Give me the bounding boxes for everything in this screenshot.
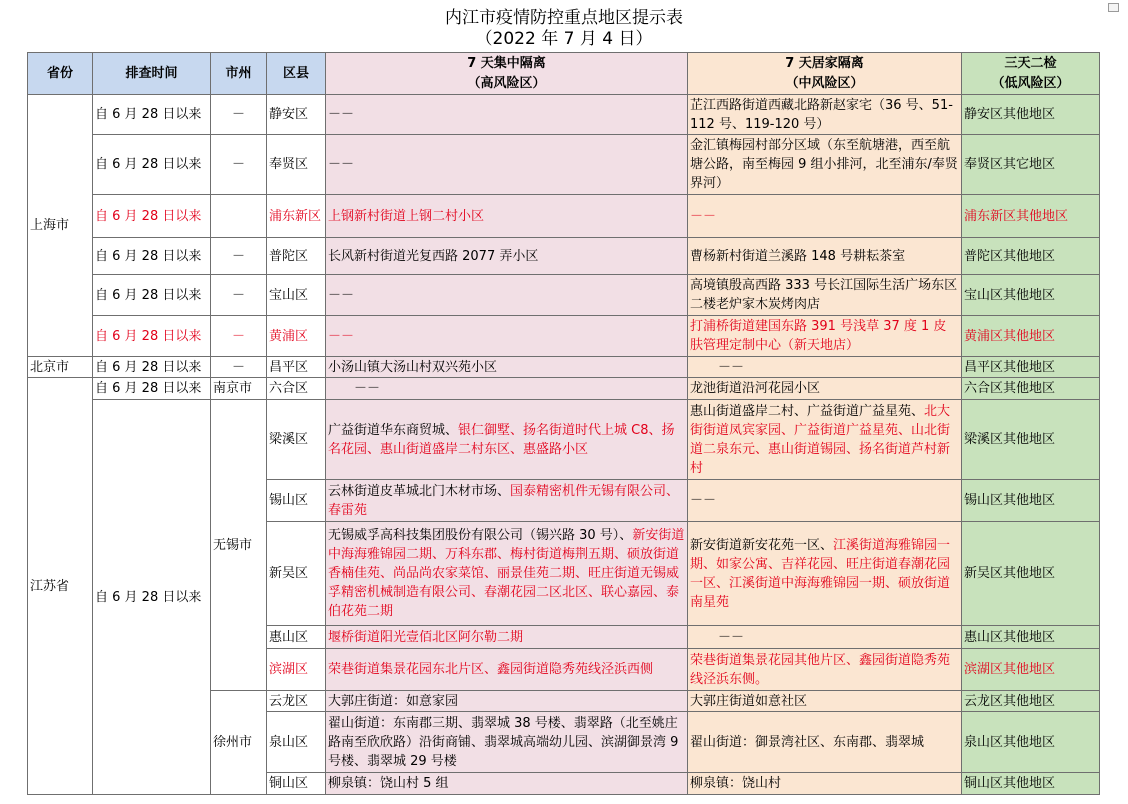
low-risk-cell: 六合区其他地区: [962, 378, 1100, 400]
high-risk-cell: [326, 400, 688, 480]
mid-risk-cell: 高境镇殷高西路 333 号长江国际生活广场东区二楼老炉家木炭烤肉店: [688, 275, 962, 316]
mid-risk-cell: －－: [688, 357, 962, 378]
high-risk-cell: 柳泉镇：饶山村 5 组: [326, 773, 688, 795]
city-cell: －: [211, 238, 267, 275]
low-risk-cell: 静安区其他地区: [962, 95, 1100, 135]
mid-risk-cell: [688, 522, 962, 626]
mid-risk-cell: －－: [688, 626, 962, 649]
time-cell: 自 6 月 28 日以来: [93, 95, 211, 135]
province-cell: 上海市: [28, 95, 93, 357]
low-risk-cell: 昌平区其他地区: [962, 357, 1100, 378]
mid-risk-cell: －－: [688, 195, 962, 238]
header-mid-risk-l1: 7 天居家隔离: [785, 55, 864, 71]
mid-risk-cell: 曹杨新村街道兰溪路 148 号耕耘茶室: [688, 238, 962, 275]
time-cell: 自 6 月 28 日以来: [93, 378, 211, 400]
table-row: [28, 95, 1100, 135]
window-corner-icon: [1108, 3, 1119, 12]
high-risk-text-highlight: 国泰精密机件无锡有限公司、春雷苑: [328, 483, 680, 518]
high-risk-text: 无锡威孚高科技集团股份有限公司（锡兴路 30 号）、: [328, 528, 633, 543]
risk-area-table: [27, 52, 1100, 795]
table-row: [28, 316, 1100, 357]
district-cell: 六合区: [267, 378, 326, 400]
mid-risk-cell: 大郭庄街道如意社区: [688, 691, 962, 712]
title-date: （2022 年 7 月 4 日）: [475, 29, 653, 49]
time-cell: 自 6 月 28 日以来: [93, 195, 211, 238]
city-cell: －: [211, 95, 267, 135]
table-row: [28, 400, 1100, 480]
mid-risk-text-highlight: 江溪街道海雅锦园一期、如家公寓、吉祥花园、旺庄街道春潮花园一区、江溪街道中海海雅锦园一期、硕放街道南星苑: [690, 537, 951, 610]
low-risk-cell: 普陀区其他地区: [962, 238, 1100, 275]
time-cell: 自 6 月 28 日以来: [93, 357, 211, 378]
header-high-risk-l1: 7 天集中隔离: [467, 55, 546, 71]
header-low-risk-l2: （低风险区）: [991, 75, 1070, 91]
mid-risk-text-highlight: 北大街街道凤宾家园、广益街道广益星苑、山北街道二泉东元、惠山街道锡园、扬名街道芦村新村: [690, 403, 951, 476]
table-row: [28, 357, 1100, 378]
low-risk-cell: 滨湖区其他地区: [962, 649, 1100, 691]
mid-risk-cell: 芷江西路街道西藏北路新赵家宅（36 号、51-112 号、119-120 号）: [688, 95, 962, 135]
district-cell: 新吴区: [267, 522, 326, 626]
time-cell: 自 6 月 28 日以来: [93, 238, 211, 275]
high-risk-cell: －－: [326, 378, 688, 400]
low-risk-cell: 泉山区其他地区: [962, 712, 1100, 773]
district-cell: 惠山区: [267, 626, 326, 649]
city-cell: －: [211, 275, 267, 316]
mid-risk-cell: 荣巷街道集景花园其他片区、鑫园街道隐秀苑线泾浜东侧。: [688, 649, 962, 691]
city-cell: －: [211, 357, 267, 378]
high-risk-text-highlight: 新安街道中海海雅锦园二期、万科东郡、梅村街道梅荆五期、硕放街道香楠佳苑、尚品尚农家菜馆、丽景佳苑二期、旺庄街道无锡威孚精密机械制造有限公司、春潮花园二区北区、联心嘉园、泰伯花苑二期: [328, 528, 685, 619]
mid-risk-text: 惠山街道盛岸二村、广益街道广益星苑、: [690, 403, 925, 419]
time-cell: 自 6 月 28 日以来: [93, 400, 211, 795]
header-city: 市州: [211, 53, 267, 95]
city-cell: 无锡市: [211, 400, 267, 691]
high-risk-text: 广益街道华东商贸城、: [328, 422, 459, 438]
high-risk-cell: －－: [326, 316, 688, 357]
low-risk-cell: 锡山区其他地区: [962, 480, 1100, 522]
table-row: [28, 195, 1100, 238]
high-risk-cell: －－: [326, 275, 688, 316]
mid-risk-cell: －－: [688, 480, 962, 522]
header-low-risk: [962, 53, 1100, 95]
mid-risk-cell: 打浦桥街道建国东路 391 号浅草 37 度 1 皮肤管理定制中心（新天地店）: [688, 316, 962, 357]
high-risk-cell: 荣巷街道集景花园东北片区、鑫园街道隐秀苑线泾浜西侧: [326, 649, 688, 691]
low-risk-cell: 铜山区其他地区: [962, 773, 1100, 795]
city-cell: 徐州市: [211, 691, 267, 795]
high-risk-cell: 长风新村街道光复西路 2077 弄小区: [326, 238, 688, 275]
header-high-risk: [326, 53, 688, 95]
high-risk-text-highlight: 银仁御墅、扬名街道时代上城 C8、扬名花园、惠山街道盛岸二村东区、惠盛路小区: [328, 422, 675, 457]
low-risk-cell: 黄浦区其他地区: [962, 316, 1100, 357]
high-risk-cell: [326, 522, 688, 626]
district-cell: 浦东新区: [267, 195, 326, 238]
mid-risk-text: 新安街道新安花苑一区、: [690, 537, 834, 553]
time-cell: 自 6 月 28 日以来: [93, 275, 211, 316]
mid-risk-cell: 翟山街道：御景湾社区、东南郡、翡翠城: [688, 712, 962, 773]
header-mid-risk: [688, 53, 962, 95]
table-row: [28, 135, 1100, 195]
table-row: [28, 238, 1100, 275]
district-cell: 梁溪区: [267, 400, 326, 480]
header-district: 区县: [267, 53, 326, 95]
time-cell: 自 6 月 28 日以来: [93, 135, 211, 195]
high-risk-cell: 堰桥街道阳光壹佰北区阿尔勒二期: [326, 626, 688, 649]
province-cell: 江苏省: [28, 378, 93, 795]
district-cell: 锡山区: [267, 480, 326, 522]
table-row: [28, 275, 1100, 316]
header-mid-risk-l2: （中风险区）: [785, 75, 864, 91]
header-high-risk-l2: （高风险区）: [467, 75, 546, 91]
city-cell: 南京市: [211, 378, 267, 400]
low-risk-cell: 浦东新区其他地区: [962, 195, 1100, 238]
district-cell: 宝山区: [267, 275, 326, 316]
district-cell: 滨湖区: [267, 649, 326, 691]
header-time: 排查时间: [93, 53, 211, 95]
mid-risk-cell: [688, 400, 962, 480]
table-row: [28, 378, 1100, 400]
header-low-risk-l1: 三天二检: [1004, 55, 1057, 71]
district-cell: 奉贤区: [267, 135, 326, 195]
high-risk-cell: 上钢新村街道上钢二村小区: [326, 195, 688, 238]
high-risk-cell: 小汤山镇大汤山村双兴苑小区: [326, 357, 688, 378]
time-cell: 自 6 月 28 日以来: [93, 316, 211, 357]
district-cell: 昌平区: [267, 357, 326, 378]
high-risk-cell: －－: [326, 135, 688, 195]
city-cell: [211, 195, 267, 238]
high-risk-cell: 大郭庄街道：如意家园: [326, 691, 688, 712]
district-cell: 黄浦区: [267, 316, 326, 357]
district-cell: 云龙区: [267, 691, 326, 712]
mid-risk-cell: 柳泉镇：饶山村: [688, 773, 962, 795]
high-risk-text: 云林街道皮革城北门木材市场、: [328, 483, 511, 499]
page-title: [0, 8, 1128, 50]
district-cell: 静安区: [267, 95, 326, 135]
table-header-row: [28, 53, 1100, 95]
high-risk-cell: －－: [326, 95, 688, 135]
mid-risk-cell: 龙池街道沿河花园小区: [688, 378, 962, 400]
province-cell: 北京市: [28, 357, 93, 378]
low-risk-cell: 梁溪区其他地区: [962, 400, 1100, 480]
district-cell: 泉山区: [267, 712, 326, 773]
low-risk-cell: 奉贤区其它地区: [962, 135, 1100, 195]
district-cell: 普陀区: [267, 238, 326, 275]
city-cell: －: [211, 316, 267, 357]
low-risk-cell: 云龙区其他地区: [962, 691, 1100, 712]
low-risk-cell: 惠山区其他地区: [962, 626, 1100, 649]
low-risk-cell: 宝山区其他地区: [962, 275, 1100, 316]
city-cell: －: [211, 135, 267, 195]
title-line-1: 内江市疫情防控重点地区提示表: [445, 8, 683, 28]
district-cell: 铜山区: [267, 773, 326, 795]
high-risk-cell: [326, 480, 688, 522]
header-province: 省份: [28, 53, 93, 95]
low-risk-cell: 新吴区其他地区: [962, 522, 1100, 626]
high-risk-cell: 翟山街道：东南郡三期、翡翠城 38 号楼、翡翠路（北至姚庄路南至欣欣路）沿街商铺、翡翠城高端幼儿园、滨湖御景湾 9 号楼、翡翠城 29 号楼: [326, 712, 688, 773]
mid-risk-cell: 金汇镇梅园村部分区域（东至航塘港，西至航塘公路，南至梅园 9 组小排河，北至浦东/奉贤界河）: [688, 135, 962, 195]
